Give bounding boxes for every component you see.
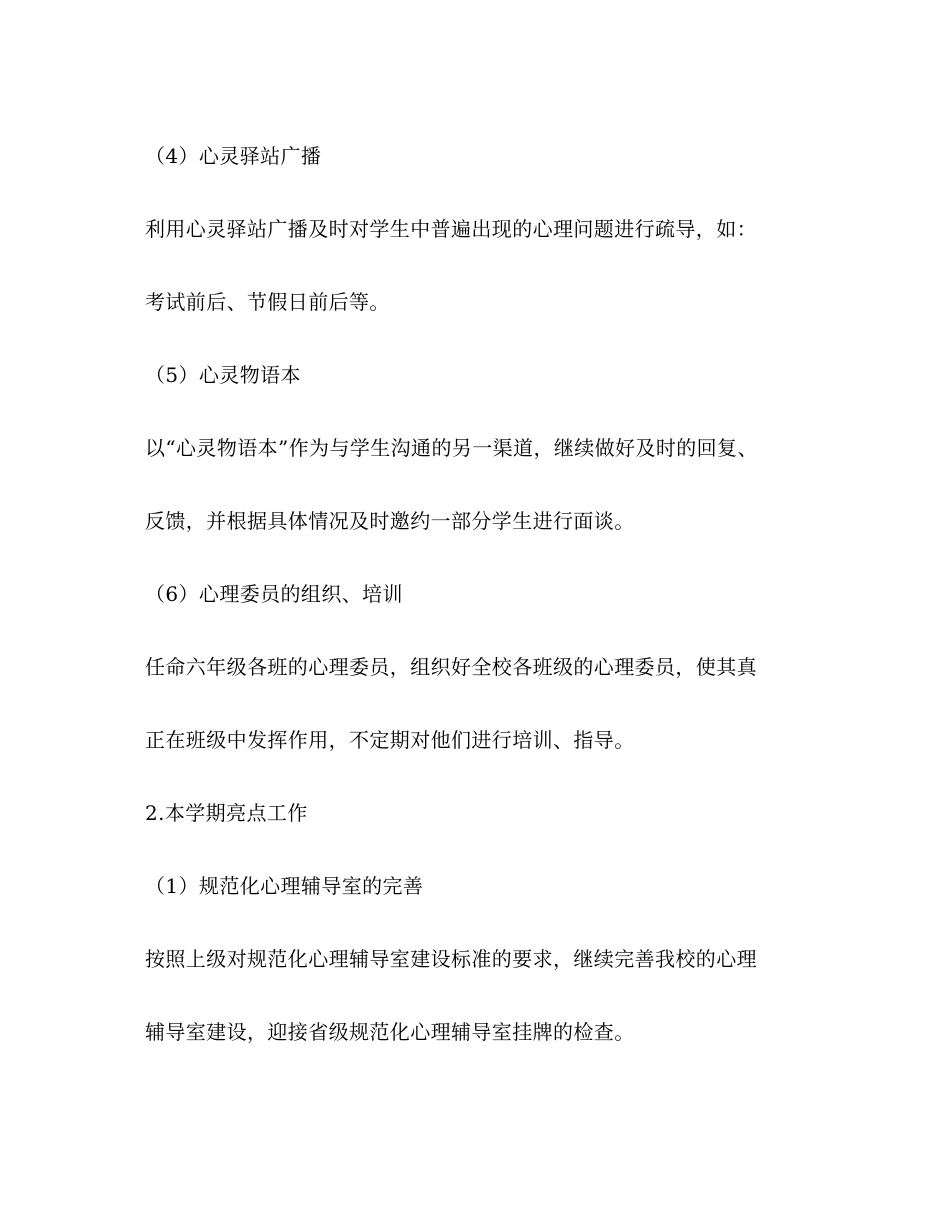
heading-committee-training: （6）心理委员的组织、培训 xyxy=(145,582,403,606)
section-heading-highlights: 2.本学期亮点工作 xyxy=(145,801,308,825)
paragraph-line: 任命六年级各班的心理委员，组织好全校各班级的心理委员，使其真 xyxy=(145,655,757,679)
heading-notebook: （5）心灵物语本 xyxy=(145,363,301,387)
paragraph-line: 正在班级中发挥作用，不定期对他们进行培训、指导。 xyxy=(145,728,635,752)
paragraph-line: 以“心灵物语本”作为与学生沟通的另一渠道，继续做好及时的回复、 xyxy=(145,436,758,460)
paragraph-line: 反馈，并根据具体情况及时邀约一部分学生进行面谈。 xyxy=(145,509,635,533)
paragraph-line: 辅导室建设，迎接省级规范化心理辅导室挂牌的检查。 xyxy=(145,1020,635,1044)
heading-counseling-room: （1）规范化心理辅导室的完善 xyxy=(145,874,424,898)
paragraph-line: 按照上级对规范化心理辅导室建设标准的要求，继续完善我校的心理 xyxy=(145,947,757,971)
paragraph-line: 考试前后、节假日前后等。 xyxy=(145,290,390,314)
heading-radio-broadcast: （4）心灵驿站广播 xyxy=(145,144,322,168)
paragraph-line: 利用心灵驿站广播及时对学生中普遍出现的心理问题进行疏导，如： xyxy=(145,217,757,241)
